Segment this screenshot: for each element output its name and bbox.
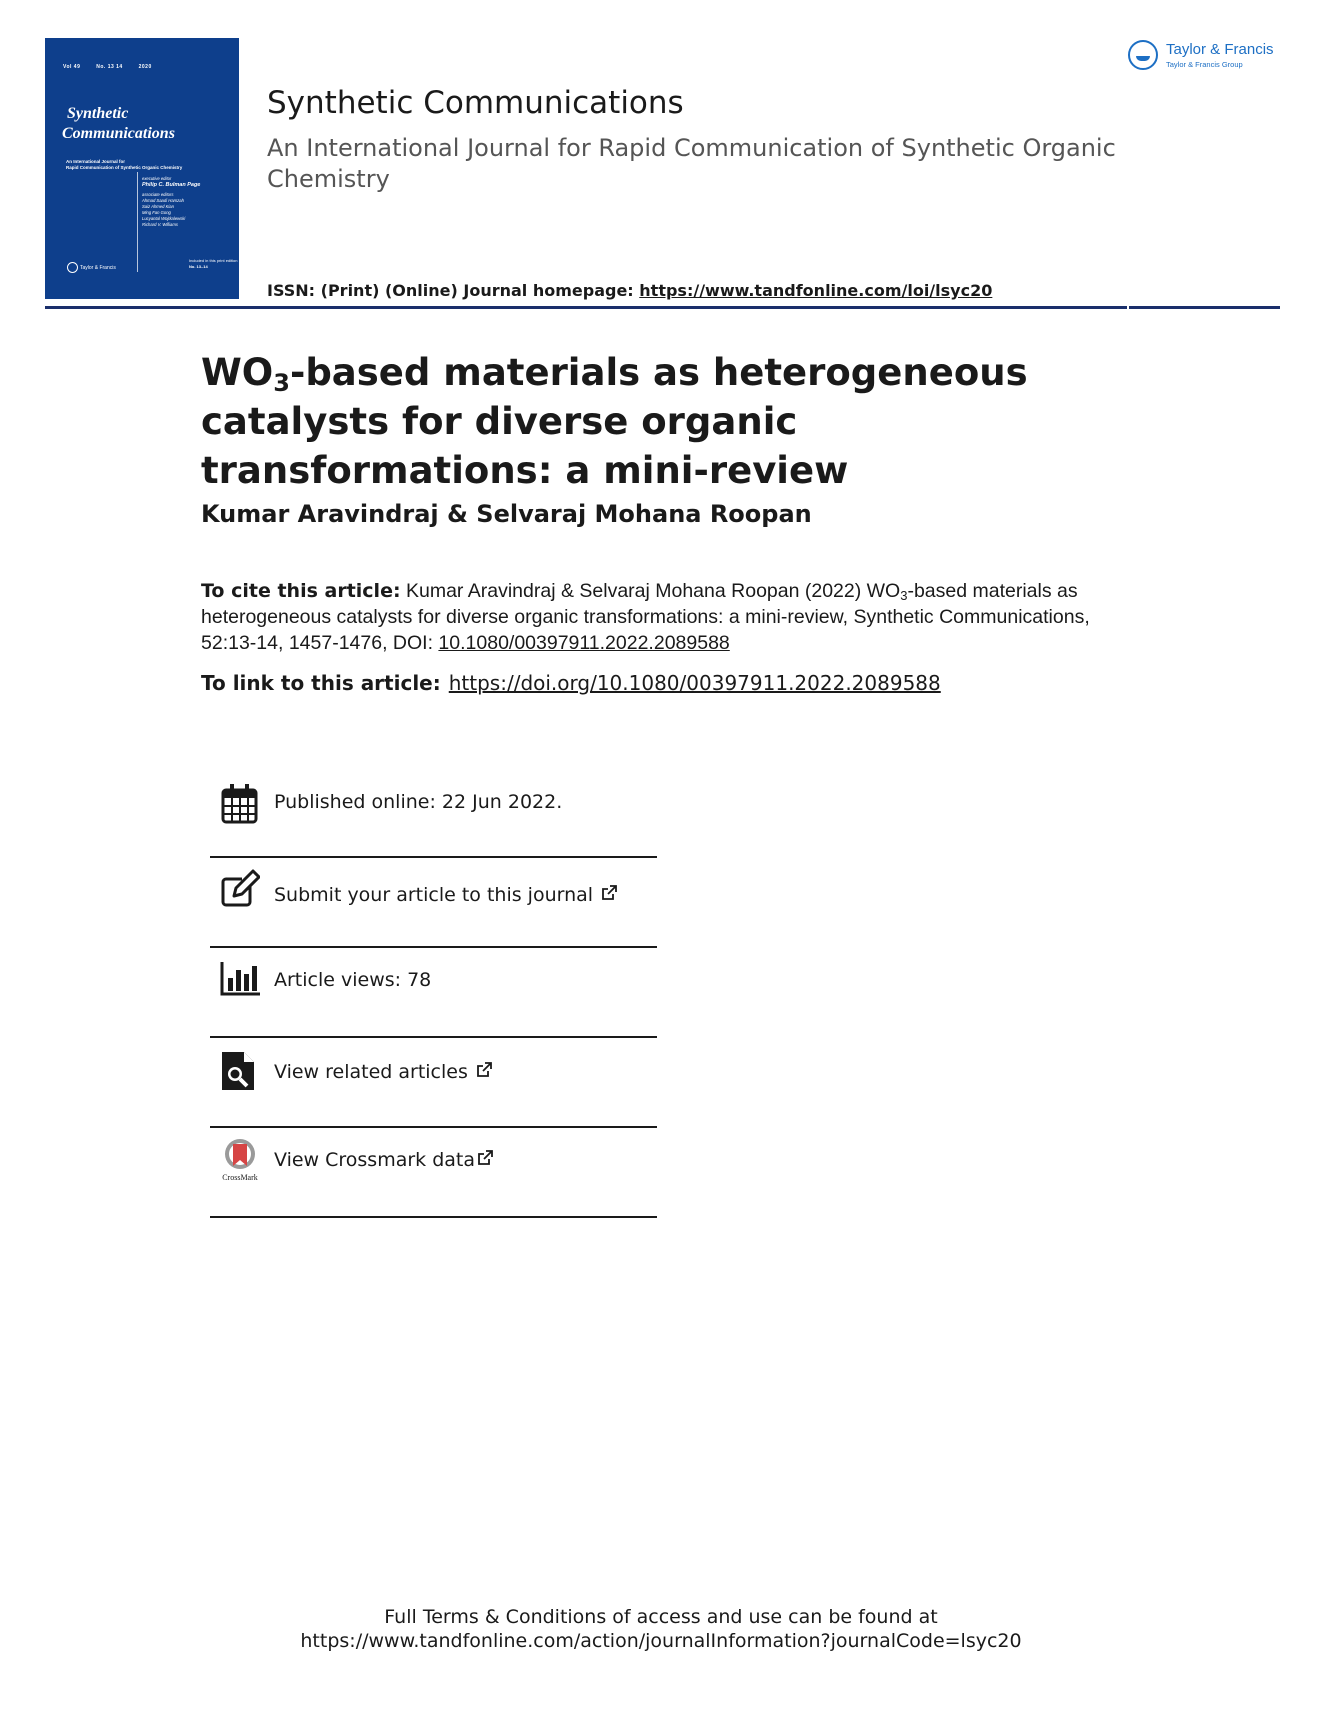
related-articles-item[interactable] xyxy=(210,1038,657,1128)
article-link-row xyxy=(201,671,941,695)
header-divider-gap xyxy=(1127,306,1129,309)
submit-article-item[interactable] xyxy=(210,858,657,948)
title-subscript: 3 xyxy=(273,369,290,397)
terms-footer xyxy=(0,1605,1322,1653)
citation-text-part1: Kumar Aravindraj & Selvaraj Mohana Roopan (2022) WO xyxy=(400,580,901,602)
cover-editor-name: Philip C. Bulman Page xyxy=(142,182,201,188)
external-link-icon xyxy=(601,885,617,901)
cover-subtitle-line1: An International Journal for xyxy=(66,159,126,164)
crossmark-icon xyxy=(220,1138,260,1182)
submit-article-link[interactable] xyxy=(274,884,617,906)
cover-year: 2020 xyxy=(138,64,152,70)
crossmark-link[interactable] xyxy=(274,1149,493,1171)
article-views-item xyxy=(210,948,657,1038)
edit-pencil-icon xyxy=(220,868,260,912)
citation-subscript: 3 xyxy=(900,588,908,603)
cover-volume: Vol 49 xyxy=(63,64,81,70)
external-link-icon xyxy=(477,1150,493,1166)
citation-block xyxy=(201,578,1131,656)
journal-subtitle: An International Journal for Rapid Communication of Synthetic Organic Chemistry xyxy=(267,134,1116,193)
related-articles-text: View related articles xyxy=(274,1061,468,1083)
document-search-icon xyxy=(220,1050,260,1094)
calendar-icon xyxy=(220,782,260,826)
title-part2: -based materials as heterogeneous catalysts for diverse organic transformations: a mini-review xyxy=(201,351,1028,492)
issn-label: ISSN: (Print) (Online) Journal homepage: xyxy=(267,281,640,300)
cover-title-line2: Communications xyxy=(62,125,175,142)
related-articles-link[interactable] xyxy=(274,1061,492,1083)
cover-subtitle xyxy=(66,159,182,171)
bar-chart-icon xyxy=(220,960,260,1004)
submit-article-text: Submit your article to this journal xyxy=(274,884,594,906)
cover-publisher-icon xyxy=(67,262,78,273)
cover-title-line1: Synthetic xyxy=(67,105,129,122)
publisher-logo-group: Taylor & Francis Group xyxy=(1166,60,1243,69)
cover-associate: Saiz Ahmed Kian xyxy=(142,204,174,209)
cover-divider xyxy=(137,172,138,272)
cover-editor-label: executive editor xyxy=(142,176,172,181)
cover-issue-note xyxy=(189,258,237,270)
cover-issue-note-line1: Included in this print edition xyxy=(189,258,238,263)
cover-associate: Richard V. Williams xyxy=(142,222,178,227)
journal-homepage-link[interactable]: https://www.tandfonline.com/loi/lsyc20 xyxy=(639,281,993,300)
header-divider xyxy=(45,306,1280,309)
article-doi-url-link[interactable]: https://doi.org/10.1080/00397911.2022.2089588 xyxy=(448,671,941,695)
taylor-francis-icon xyxy=(1128,40,1158,70)
publisher-logo-name: Taylor & Francis xyxy=(1166,41,1274,58)
external-link-icon xyxy=(476,1062,492,1078)
citation-text-part2: -based materials as heterogeneous catalysts for diverse organic transformations: a mini-review, Synthetic Communications, 52:13-14, 1457-1476, DOI: xyxy=(201,580,1090,654)
journal-cover-image xyxy=(45,38,239,299)
doi-link[interactable]: 10.1080/00397911.2022.2089588 xyxy=(438,632,730,654)
cover-associate: Lucyantal Wojtkalewski xyxy=(142,216,186,221)
journal-name: Synthetic Communications xyxy=(267,85,684,121)
terms-footer-line1: Full Terms & Conditions of access and use can be found at xyxy=(384,1606,938,1628)
title-part1: WO xyxy=(201,351,274,394)
crossmark-text: View Crossmark data xyxy=(274,1149,476,1171)
cover-editors xyxy=(142,176,200,228)
citation-label: To cite this article: xyxy=(201,580,401,602)
article-title xyxy=(201,348,1161,495)
published-online-text: Published online: 22 Jun 2022. xyxy=(274,791,563,813)
terms-footer-url[interactable]: https://www.tandfonline.com/action/journalInformation?journalCode=lsyc20 xyxy=(300,1630,1022,1652)
cover-publisher-logo xyxy=(67,262,116,273)
crossmark-item[interactable] xyxy=(210,1128,657,1218)
crossmark-logo-text: CrossMark xyxy=(222,1173,258,1182)
issn-line xyxy=(267,281,992,300)
cover-title xyxy=(61,104,175,144)
published-online-item xyxy=(210,770,657,858)
cover-associate: Ahmad Saadi Hamzah xyxy=(142,198,184,203)
article-views-text: Article views: 78 xyxy=(274,969,432,991)
cover-associate: Ming Fan Gong xyxy=(142,210,171,215)
cover-issue-note-line2: No. 13–14 xyxy=(189,264,208,269)
article-authors: Kumar Aravindraj & Selvaraj Mohana Roopan xyxy=(201,500,812,528)
cover-publisher-name: Taylor & Francis xyxy=(80,264,116,271)
cover-meta xyxy=(63,64,166,70)
article-link-label: To link to this article: xyxy=(201,671,441,695)
cover-subtitle-line2: Rapid Communication of Synthetic Organic Chemistry xyxy=(66,165,183,170)
cover-associate-label: associate editors xyxy=(142,192,174,197)
cover-number: No. 13 14 xyxy=(96,64,123,70)
